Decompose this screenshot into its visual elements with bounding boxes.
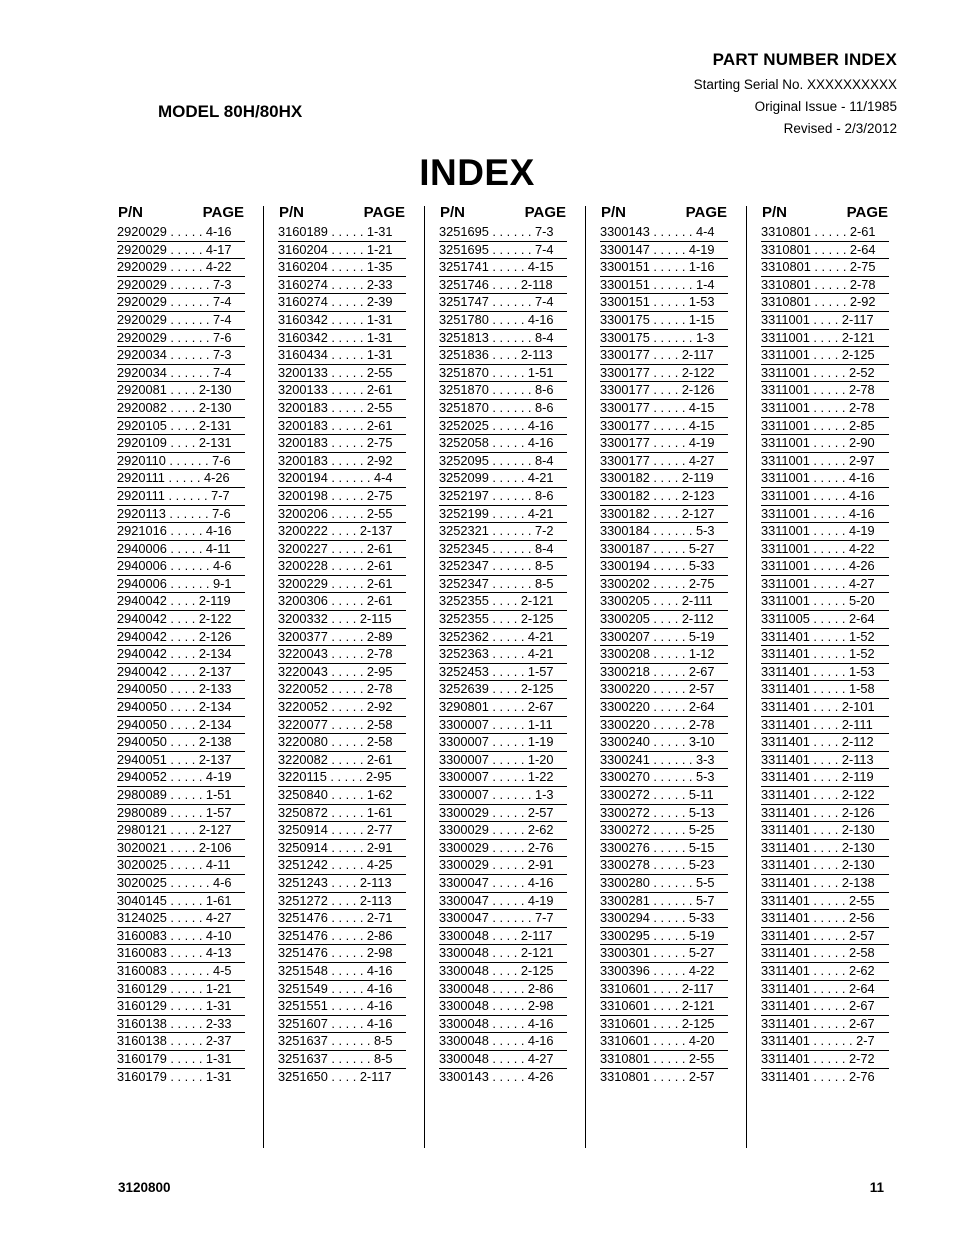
index-entry: 2940006 . . . . . . 4-6 bbox=[117, 558, 245, 576]
index-entry: 2920105 . . . . 2-131 bbox=[117, 418, 245, 436]
column-divider bbox=[585, 206, 586, 1148]
index-column-2 bbox=[278, 204, 406, 1086]
index-entry: 2980089 . . . . . 1-57 bbox=[117, 805, 245, 823]
index-entry: 3251695 . . . . . . 7-3 bbox=[439, 224, 567, 242]
index-entry: 3300029 . . . . . 2-91 bbox=[439, 857, 567, 875]
header-issue: Original Issue - 11/1985 bbox=[754, 99, 897, 114]
index-entry: 3200133 . . . . . 2-61 bbox=[278, 382, 406, 400]
index-entry: 3251870 . . . . . . 8-6 bbox=[439, 400, 567, 418]
index-entry: 3160083 . . . . . 4-13 bbox=[117, 945, 245, 963]
index-entry: 3160179 . . . . . 1-31 bbox=[117, 1068, 232, 1084]
index-entry: 3251813 . . . . . . 8-4 bbox=[439, 330, 567, 348]
index-entry: 3300278 . . . . . 5-23 bbox=[600, 857, 728, 875]
document-number: 3120800 bbox=[118, 1180, 171, 1195]
index-entry: 3200206 . . . . . 2-55 bbox=[278, 506, 406, 524]
index-entry: 2940050 . . . . 2-134 bbox=[117, 699, 245, 717]
index-entry: 3310801 . . . . . 2-75 bbox=[761, 259, 889, 277]
index-entry: 3300007 . . . . . . 1-3 bbox=[439, 787, 567, 805]
index-entry: 3311001 . . . . . 4-16 bbox=[761, 488, 889, 506]
column-header-pn: P/N bbox=[440, 204, 466, 221]
index-entry: 3020025 . . . . . 4-11 bbox=[117, 857, 245, 875]
index-entry: 3311401 . . . . 2-138 bbox=[761, 875, 889, 893]
index-entry: 3200306 . . . . . 2-61 bbox=[278, 593, 406, 611]
index-entry: 3251476 . . . . . 2-86 bbox=[278, 928, 406, 946]
index-entry: 3160138 . . . . . 2-37 bbox=[117, 1033, 245, 1051]
index-entry: 3311401 . . . . . 2-76 bbox=[761, 1068, 875, 1084]
index-entry: 3310801 . . . . . 2-61 bbox=[761, 224, 889, 242]
index-entry: 3311401 . . . . 2-112 bbox=[761, 734, 889, 752]
index-entry: 3252199 . . . . . 4-21 bbox=[439, 506, 567, 524]
index-entry: 3311001 . . . . . 5-20 bbox=[761, 593, 889, 611]
index-entry: 3311001 . . . . . 4-26 bbox=[761, 558, 889, 576]
index-entry: 3300029 . . . . . 2-57 bbox=[439, 805, 567, 823]
column-header-pn: P/N bbox=[118, 204, 144, 221]
index-entry: 2980121 . . . . 2-127 bbox=[117, 822, 245, 840]
column-header-page: PAGE bbox=[524, 204, 566, 221]
index-entry: 3311401 . . . . . 2-56 bbox=[761, 910, 889, 928]
index-entry: 3160204 . . . . . 1-35 bbox=[278, 259, 406, 277]
index-entry: 3300151 . . . . . . 1-4 bbox=[600, 277, 728, 295]
column-header-page: PAGE bbox=[685, 204, 727, 221]
index-entry: 3200332 . . . . 2-115 bbox=[278, 611, 406, 629]
index-entry: 3310801 . . . . . 2-78 bbox=[761, 277, 889, 295]
column-divider bbox=[424, 206, 425, 1148]
index-entry: 3300048 . . . . . 2-98 bbox=[439, 998, 567, 1016]
index-entry: 3311401 . . . . 2-101 bbox=[761, 699, 889, 717]
index-entry: 3300281 . . . . . . 5-7 bbox=[600, 893, 728, 911]
index-column-5 bbox=[761, 204, 889, 1086]
index-entry: 2920113 . . . . . . 7-6 bbox=[117, 506, 245, 524]
index-entry: 3310801 . . . . . 2-64 bbox=[761, 242, 889, 260]
index-entry: 3160204 . . . . . 1-21 bbox=[278, 242, 406, 260]
index-entry: 3252362 . . . . . 4-21 bbox=[439, 629, 567, 647]
index-entry: 2920029 . . . . . . 7-4 bbox=[117, 294, 245, 312]
index-entry: 3251551 . . . . . 4-16 bbox=[278, 998, 406, 1016]
index-entry: 2940006 . . . . . . 9-1 bbox=[117, 576, 245, 594]
index-entry: 2920029 . . . . . 4-17 bbox=[117, 242, 245, 260]
index-entry: 3300184 . . . . . . 5-3 bbox=[600, 523, 728, 541]
index-entry: 3251607 . . . . . 4-16 bbox=[278, 1016, 406, 1034]
index-entry: 3311401 . . . . 2-130 bbox=[761, 857, 889, 875]
index-entry: 2920029 . . . . . . 7-6 bbox=[117, 330, 245, 348]
index-entry: 3252025 . . . . . 4-16 bbox=[439, 418, 567, 436]
index-entry: 3252197 . . . . . . 8-6 bbox=[439, 488, 567, 506]
index-entry: 3252321 . . . . . . 7-2 bbox=[439, 523, 567, 541]
index-entry: 3300029 . . . . . 2-62 bbox=[439, 822, 567, 840]
index-entry: 3311401 . . . . 2-130 bbox=[761, 822, 889, 840]
index-entry: 3300151 . . . . . 1-53 bbox=[600, 294, 728, 312]
index-entry: 3310601 . . . . . 4-20 bbox=[600, 1033, 728, 1051]
index-entry: 2940006 . . . . . 4-11 bbox=[117, 541, 245, 559]
index-entry: 3040145 . . . . . 1-61 bbox=[117, 893, 245, 911]
index-entry: 3311401 . . . . . 2-62 bbox=[761, 963, 889, 981]
index-entry: 2921016 . . . . . 4-16 bbox=[117, 523, 245, 541]
index-entry: 3200183 . . . . . 2-92 bbox=[278, 453, 406, 471]
index-entry: 3311401 . . . . . 2-58 bbox=[761, 945, 889, 963]
index-entry: 3160083 . . . . . . 4-5 bbox=[117, 963, 245, 981]
index-entry: 3252363 . . . . . 4-21 bbox=[439, 646, 567, 664]
index-entry: 3300177 . . . . . 4-19 bbox=[600, 435, 728, 453]
index-entry: 3311401 . . . . 2-113 bbox=[761, 752, 889, 770]
column-header-page: PAGE bbox=[846, 204, 888, 221]
index-entry: 3160129 . . . . . 1-31 bbox=[117, 998, 245, 1016]
index-title: INDEX bbox=[419, 152, 535, 193]
index-entry: 3300220 . . . . . 2-78 bbox=[600, 717, 728, 735]
index-entry: 3311001 . . . . . 4-16 bbox=[761, 470, 889, 488]
index-entry: 3251548 . . . . . 4-16 bbox=[278, 963, 406, 981]
index-entry: 3200194 . . . . . . 4-4 bbox=[278, 470, 406, 488]
index-entry: 3160129 . . . . . 1-21 bbox=[117, 981, 245, 999]
index-entry: 3311401 . . . . 2-126 bbox=[761, 805, 889, 823]
index-entry: 3311005 . . . . . 2-64 bbox=[761, 611, 889, 629]
index-entry: 3310801 . . . . . 2-92 bbox=[761, 294, 889, 312]
index-entry: 3300048 . . . . . 4-16 bbox=[439, 1016, 567, 1034]
index-entry: 3250872 . . . . . 1-61 bbox=[278, 805, 406, 823]
index-entry: 3300182 . . . . 2-123 bbox=[600, 488, 728, 506]
index-entry: 3300396 . . . . . 4-22 bbox=[600, 963, 728, 981]
column-header bbox=[761, 204, 889, 224]
index-entry: 3300294 . . . . . 5-33 bbox=[600, 910, 728, 928]
index-entry: 3251741 . . . . . 4-15 bbox=[439, 259, 567, 277]
index-column-4 bbox=[600, 204, 728, 1086]
index-entry: 2920081 . . . . 2-130 bbox=[117, 382, 245, 400]
index-entry: 2940042 . . . . 2-122 bbox=[117, 611, 245, 629]
index-entry: 2920111 . . . . . 4-26 bbox=[117, 470, 245, 488]
index-entry: 3311401 . . . . . 2-57 bbox=[761, 928, 889, 946]
index-entry: 3250840 . . . . . 1-62 bbox=[278, 787, 406, 805]
index-entry: 3311401 . . . . . 1-52 bbox=[761, 646, 889, 664]
index-column-1 bbox=[117, 204, 245, 1086]
index-entry: 3200222 . . . . 2-137 bbox=[278, 523, 406, 541]
index-entry: 3310801 . . . . . 2-57 bbox=[600, 1068, 715, 1084]
index-entry: 3220115 . . . . . 2-95 bbox=[278, 769, 406, 787]
index-entry: 3311401 . . . . . 2-67 bbox=[761, 1016, 889, 1034]
index-entry: 3200227 . . . . . 2-61 bbox=[278, 541, 406, 559]
index-entry: 3160434 . . . . . 1-31 bbox=[278, 347, 406, 365]
index-entry: 3300048 . . . . . 2-86 bbox=[439, 981, 567, 999]
index-entry: 3311401 . . . . . 1-53 bbox=[761, 664, 889, 682]
index-entry: 2940051 . . . . 2-137 bbox=[117, 752, 245, 770]
index-entry: 3251476 . . . . . 2-71 bbox=[278, 910, 406, 928]
index-entry: 3300143 . . . . . . 4-4 bbox=[600, 224, 728, 242]
index-entry: 3311401 . . . . 2-122 bbox=[761, 787, 889, 805]
index-entry: 3300177 . . . . . 4-15 bbox=[600, 400, 728, 418]
index-entry: 2920029 . . . . . 4-22 bbox=[117, 259, 245, 277]
index-entry: 3300240 . . . . . 3-10 bbox=[600, 734, 728, 752]
index-entry: 2920034 . . . . . . 7-3 bbox=[117, 347, 245, 365]
index-entry: 3311001 . . . . . 2-90 bbox=[761, 435, 889, 453]
index-entry: 3311001 . . . . 2-121 bbox=[761, 330, 889, 348]
index-entry: 2940042 . . . . 2-137 bbox=[117, 664, 245, 682]
index-entry: 3220043 . . . . . 2-78 bbox=[278, 646, 406, 664]
index-entry: 3311401 . . . . . 2-72 bbox=[761, 1051, 889, 1069]
index-entry: 3300048 . . . . . 4-27 bbox=[439, 1051, 567, 1069]
index-entry: 3200183 . . . . . 2-61 bbox=[278, 418, 406, 436]
column-header bbox=[439, 204, 567, 224]
index-entry: 3200198 . . . . . 2-75 bbox=[278, 488, 406, 506]
column-divider bbox=[746, 206, 747, 1148]
index-entry: 3251870 . . . . . 1-51 bbox=[439, 365, 567, 383]
index-entry: 3300270 . . . . . . 5-3 bbox=[600, 769, 728, 787]
index-entry: 3300272 . . . . . 5-11 bbox=[600, 787, 728, 805]
index-entry: 3300048 . . . . . 4-16 bbox=[439, 1033, 567, 1051]
index-entry: 3200229 . . . . . 2-61 bbox=[278, 576, 406, 594]
index-entry: 3252058 . . . . . 4-16 bbox=[439, 435, 567, 453]
index-entry: 3160083 . . . . . 4-10 bbox=[117, 928, 245, 946]
index-entry: 3300276 . . . . . 5-15 bbox=[600, 840, 728, 858]
index-entry: 3300177 . . . . 2-126 bbox=[600, 382, 728, 400]
index-entry: 3252355 . . . . 2-125 bbox=[439, 611, 567, 629]
index-entry: 3300048 . . . . 2-121 bbox=[439, 945, 567, 963]
index-entry: 3311001 . . . . 2-117 bbox=[761, 312, 889, 330]
index-entry: 3300047 . . . . . 4-19 bbox=[439, 893, 567, 911]
index-entry: 3160342 . . . . . 1-31 bbox=[278, 312, 406, 330]
index-entry: 2940052 . . . . . 4-19 bbox=[117, 769, 245, 787]
index-entry: 3311001 . . . . 2-125 bbox=[761, 347, 889, 365]
index-entry: 3311001 . . . . . 2-78 bbox=[761, 400, 889, 418]
index-entry: 3300280 . . . . . . 5-5 bbox=[600, 875, 728, 893]
index-entry: 3200228 . . . . . 2-61 bbox=[278, 558, 406, 576]
index-entry: 3300047 . . . . . 4-16 bbox=[439, 875, 567, 893]
index-entry: 3300177 . . . . 2-122 bbox=[600, 365, 728, 383]
index-entry: 3300147 . . . . . 4-19 bbox=[600, 242, 728, 260]
index-entry: 3300202 . . . . . 2-75 bbox=[600, 576, 728, 594]
index-entry: 3220043 . . . . . 2-95 bbox=[278, 664, 406, 682]
index-entry: 3300048 . . . . 2-125 bbox=[439, 963, 567, 981]
index-entry: 2920034 . . . . . . 7-4 bbox=[117, 365, 245, 383]
index-entry: 3300177 . . . . . 4-15 bbox=[600, 418, 728, 436]
index-entry: 3200377 . . . . . 2-89 bbox=[278, 629, 406, 647]
index-entry: 3020025 . . . . . . 4-6 bbox=[117, 875, 245, 893]
index-entry: 3220052 . . . . . 2-78 bbox=[278, 681, 406, 699]
index-entry: 3300205 . . . . 2-112 bbox=[600, 611, 728, 629]
index-entry: 3300301 . . . . . 5-27 bbox=[600, 945, 728, 963]
page-number: 11 bbox=[869, 1180, 884, 1195]
index-entry: 3251746 . . . . 2-118 bbox=[439, 277, 567, 295]
column-header-pn: P/N bbox=[601, 204, 627, 221]
index-entry: 3251870 . . . . . . 8-6 bbox=[439, 382, 567, 400]
index-entry: 2940050 . . . . 2-138 bbox=[117, 734, 245, 752]
index-entry: 3251637 . . . . . . 8-5 bbox=[278, 1033, 406, 1051]
index-entry: 3252355 . . . . 2-121 bbox=[439, 593, 567, 611]
index-entry: 3251747 . . . . . . 7-4 bbox=[439, 294, 567, 312]
index-entry: 3300241 . . . . . . 3-3 bbox=[600, 752, 728, 770]
index-entry: 2920111 . . . . . . 7-7 bbox=[117, 488, 245, 506]
index-entry: 2920029 . . . . . 4-16 bbox=[117, 224, 245, 242]
index-entry: 3252095 . . . . . . 8-4 bbox=[439, 453, 567, 471]
index-entry: 3220077 . . . . . 2-58 bbox=[278, 717, 406, 735]
index-entry: 3300048 . . . . 2-117 bbox=[439, 928, 567, 946]
index-entry: 3311001 . . . . . 2-52 bbox=[761, 365, 889, 383]
index-entry: 3300272 . . . . . 5-25 bbox=[600, 822, 728, 840]
column-divider bbox=[263, 206, 264, 1148]
index-entry: 3250914 . . . . . 2-91 bbox=[278, 840, 406, 858]
index-entry: 3200183 . . . . . 2-75 bbox=[278, 435, 406, 453]
index-entry: 3300029 . . . . . 2-76 bbox=[439, 840, 567, 858]
index-entry: 3252639 . . . . 2-125 bbox=[439, 681, 567, 699]
index-entry: 3311401 . . . . 2-130 bbox=[761, 840, 889, 858]
index-entry: 3311001 . . . . . 2-78 bbox=[761, 382, 889, 400]
index-entry: 2940050 . . . . 2-134 bbox=[117, 717, 245, 735]
index-entry: 3160274 . . . . . 2-39 bbox=[278, 294, 406, 312]
index-entry: 3310601 . . . . 2-125 bbox=[600, 1016, 728, 1034]
header-title: PART NUMBER INDEX bbox=[712, 50, 897, 69]
index-entry: 2940042 . . . . 2-119 bbox=[117, 593, 245, 611]
index-entry: 3220052 . . . . . 2-92 bbox=[278, 699, 406, 717]
index-entry: 3300007 . . . . . 1-20 bbox=[439, 752, 567, 770]
index-entry: 3251780 . . . . . 4-16 bbox=[439, 312, 567, 330]
index-entry: 3300007 . . . . . 1-22 bbox=[439, 769, 567, 787]
index-entry: 2920029 . . . . . . 7-3 bbox=[117, 277, 245, 295]
index-entry: 3290801 . . . . . 2-67 bbox=[439, 699, 567, 717]
index-entry: 3311001 . . . . . 4-16 bbox=[761, 506, 889, 524]
index-entry: 3251549 . . . . . 4-16 bbox=[278, 981, 406, 999]
index-entry: 3311001 . . . . . 4-22 bbox=[761, 541, 889, 559]
index-entry: 3251243 . . . . 2-113 bbox=[278, 875, 406, 893]
column-header bbox=[600, 204, 728, 224]
index-entry: 2940042 . . . . 2-134 bbox=[117, 646, 245, 664]
index-entry: 3311001 . . . . . 4-27 bbox=[761, 576, 889, 594]
index-entry: 3300220 . . . . . 2-57 bbox=[600, 681, 728, 699]
index-entry: 3220080 . . . . . 2-58 bbox=[278, 734, 406, 752]
index-entry: 3252347 . . . . . . 8-5 bbox=[439, 576, 567, 594]
index-entry: 3311001 . . . . . 4-19 bbox=[761, 523, 889, 541]
index-entry: 3160189 . . . . . 1-31 bbox=[278, 224, 406, 242]
index-entry: 3300175 . . . . . . 1-3 bbox=[600, 330, 728, 348]
index-entry: 3311001 . . . . . 2-97 bbox=[761, 453, 889, 471]
index-entry: 2920029 . . . . . . 7-4 bbox=[117, 312, 245, 330]
index-column-3 bbox=[439, 204, 567, 1086]
index-entry: 3251695 . . . . . . 7-4 bbox=[439, 242, 567, 260]
index-entry: 3300207 . . . . . 5-19 bbox=[600, 629, 728, 647]
index-entry: 3300218 . . . . . 2-67 bbox=[600, 664, 728, 682]
index-entry: 3251650 . . . . 2-117 bbox=[278, 1068, 392, 1084]
index-entry: 2920110 . . . . . . 7-6 bbox=[117, 453, 245, 471]
index-entry: 3300272 . . . . . 5-13 bbox=[600, 805, 728, 823]
index-entry: 3300220 . . . . . 2-64 bbox=[600, 699, 728, 717]
index-entry: 3252347 . . . . . . 8-5 bbox=[439, 558, 567, 576]
index-entry: 3300177 . . . . . 4-27 bbox=[600, 453, 728, 471]
index-entry: 3251242 . . . . . 4-25 bbox=[278, 857, 406, 875]
index-entry: 2920082 . . . . 2-130 bbox=[117, 400, 245, 418]
index-entry: 3220082 . . . . . 2-61 bbox=[278, 752, 406, 770]
index-entry: 3311001 . . . . . 2-85 bbox=[761, 418, 889, 436]
index-entry: 3311401 . . . . . 2-55 bbox=[761, 893, 889, 911]
column-header-pn: P/N bbox=[762, 204, 788, 221]
index-entry: 3160179 . . . . . 1-31 bbox=[117, 1051, 245, 1069]
index-entry: 3311401 . . . . . 2-64 bbox=[761, 981, 889, 999]
index-entry: 3200133 . . . . . 2-55 bbox=[278, 365, 406, 383]
index-entry: 3300205 . . . . 2-111 bbox=[600, 593, 728, 611]
index-entry: 3300187 . . . . . 5-27 bbox=[600, 541, 728, 559]
index-entry: 3251272 . . . . 2-113 bbox=[278, 893, 406, 911]
index-entry: 3300182 . . . . 2-127 bbox=[600, 506, 728, 524]
index-entry: 3160274 . . . . . 2-33 bbox=[278, 277, 406, 295]
header-serial: Starting Serial No. XXXXXXXXXX bbox=[693, 77, 897, 92]
header-revised: Revised - 2/3/2012 bbox=[783, 121, 897, 136]
index-entry: 3300175 . . . . . 1-15 bbox=[600, 312, 728, 330]
index-entry: 3311401 . . . . . 1-52 bbox=[761, 629, 889, 647]
index-entry: 3311401 . . . . 2-111 bbox=[761, 717, 889, 735]
index-entry: 3252453 . . . . . 1-57 bbox=[439, 664, 567, 682]
index-entry: 3300007 . . . . . 1-11 bbox=[439, 717, 567, 735]
index-entry: 3020021 . . . . 2-106 bbox=[117, 840, 245, 858]
index-entry: 3251476 . . . . . 2-98 bbox=[278, 945, 406, 963]
index-entry: 3160342 . . . . . 1-31 bbox=[278, 330, 406, 348]
index-entry: 3300208 . . . . . 1-12 bbox=[600, 646, 728, 664]
index-entry: 2920109 . . . . 2-131 bbox=[117, 435, 245, 453]
index-entry: 3252345 . . . . . . 8-4 bbox=[439, 541, 567, 559]
index-entry: 3251836 . . . . 2-113 bbox=[439, 347, 567, 365]
index-entry: 3200183 . . . . . 2-55 bbox=[278, 400, 406, 418]
index-entry: 3300007 . . . . . 1-19 bbox=[439, 734, 567, 752]
index-entry: 3300047 . . . . . . 7-7 bbox=[439, 910, 567, 928]
column-header-page: PAGE bbox=[363, 204, 405, 221]
index-entry: 3300182 . . . . 2-119 bbox=[600, 470, 728, 488]
index-entry: 3310601 . . . . 2-121 bbox=[600, 998, 728, 1016]
index-entry: 3250914 . . . . . 2-77 bbox=[278, 822, 406, 840]
index-entry: 3311401 . . . . . 2-67 bbox=[761, 998, 889, 1016]
index-entry: 3160138 . . . . . 2-33 bbox=[117, 1016, 245, 1034]
column-header bbox=[117, 204, 245, 224]
index-entry: 2940042 . . . . 2-126 bbox=[117, 629, 245, 647]
index-entry: 3300151 . . . . . 1-16 bbox=[600, 259, 728, 277]
index-entry: 3251637 . . . . . . 8-5 bbox=[278, 1051, 406, 1069]
index-entry: 3124025 . . . . . 4-27 bbox=[117, 910, 245, 928]
index-entry: 3311401 . . . . . . 2-7 bbox=[761, 1033, 889, 1051]
column-header bbox=[278, 204, 406, 224]
column-header-page: PAGE bbox=[202, 204, 244, 221]
model-label: MODEL 80H/80HX bbox=[158, 102, 303, 121]
index-entry: 2980089 . . . . . 1-51 bbox=[117, 787, 245, 805]
index-entry: 3310601 . . . . 2-117 bbox=[600, 981, 728, 999]
index-entry: 3300295 . . . . . 5-19 bbox=[600, 928, 728, 946]
index-entry: 3300194 . . . . . 5-33 bbox=[600, 558, 728, 576]
index-entry: 3311401 . . . . 2-119 bbox=[761, 769, 889, 787]
index-entry: 3311401 . . . . . 1-58 bbox=[761, 681, 889, 699]
index-entry: 3300143 . . . . . 4-26 bbox=[439, 1068, 554, 1084]
index-entry: 2940050 . . . . 2-133 bbox=[117, 681, 245, 699]
column-header-pn: P/N bbox=[279, 204, 305, 221]
index-entry: 3252099 . . . . . 4-21 bbox=[439, 470, 567, 488]
index-entry: 3300177 . . . . 2-117 bbox=[600, 347, 728, 365]
index-entry: 3310801 . . . . . 2-55 bbox=[600, 1051, 728, 1069]
